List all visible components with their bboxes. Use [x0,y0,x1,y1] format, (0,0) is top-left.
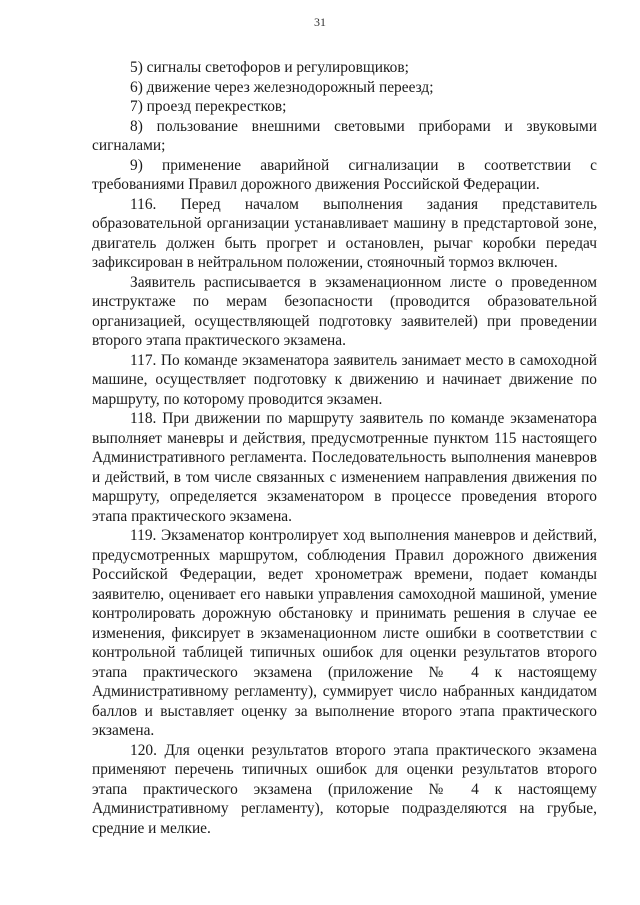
document-body [92,58,597,838]
paragraph-118: 118. При движении по маршруту заявитель по команде экзаменатора выполняет маневры и действия, предусмотренные пунктом 115 настоящего Административного регламента. Последовательность выполнения маневров и действий, в том числе связанных с изменением направления движения по маршруту, определяется экзаменатором в процессе проведения второго этапа практического экзамена. [92,410,597,525]
list-item-lights-and-horn: 8) пользование внешними световыми приборами и звуковыми сигналами; [92,117,597,154]
paragraph-safety-briefing: Заявитель расписывается в экзаменационном листе о проведенном инструктаже по мерам безопасности (проводится образовательной организацией, осуществляющей подготовку заявителей) при проведении второго этапа практического экзамена. [92,273,597,349]
page-number: 31 [314,15,326,29]
paragraph-116: 116. Перед началом выполнения задания представитель образовательной организации устанавливает машину в предстартовой зоне, двигатель должен быть прогрет и остановлен, рычаг коробки передач зафиксирован в нейтральном положении, стояночный тормоз включен. [92,195,597,271]
paragraph-117: 117. По команде экзаменатора заявитель занимает место в самоходной машине, осуществляет подготовку к движению и начинает движение по маршруту, по которому проводится экзамен. [92,351,597,408]
paragraph-119: 119. Экзаменатор контролирует ход выполнения маневров и действий, предусмотренных маршрутом, соблюдения Правил дорожного движения Российской Федерации, ведет хронометраж времени, подает команды заявителю, оценивает его навыки управления самоходной машиной, умение контролировать дорожную обстановку и принимать решения в случае ее изменения, фиксирует в экзаменационном листе ошибки в соответствии с контрольной таблицей типичных ошибок для оценки результатов второго этапа практического экзамена (приложение № 4 к настоящему Административному регламенту), суммирует число набранных кандидатом баллов и выставляет оценку за выполнение второго этапа практического экзамена. [92,527,597,739]
list-item-intersections: 7) проезд перекрестков; [130,98,287,115]
list-item-hazard-signal: 9) применение аварийной сигнализации в соответствии с требованиями Правил дорожного движения Российской Федерации. [92,156,597,193]
list-item-railway-crossing: 6) движение через железнодорожный переезд; [130,78,434,96]
paragraph-120: 120. Для оценки результатов второго этапа практического экзамена применяют перечень типичных ошибок для оценки результатов второго этапа практического экзамена (приложение № 4 к настоящему Административному регламенту), которые подразделяются на грубые, средние и мелкие. [92,741,597,837]
list-item-traffic-signals: 5) сигналы светофоров и регулировщиков; [130,59,409,76]
